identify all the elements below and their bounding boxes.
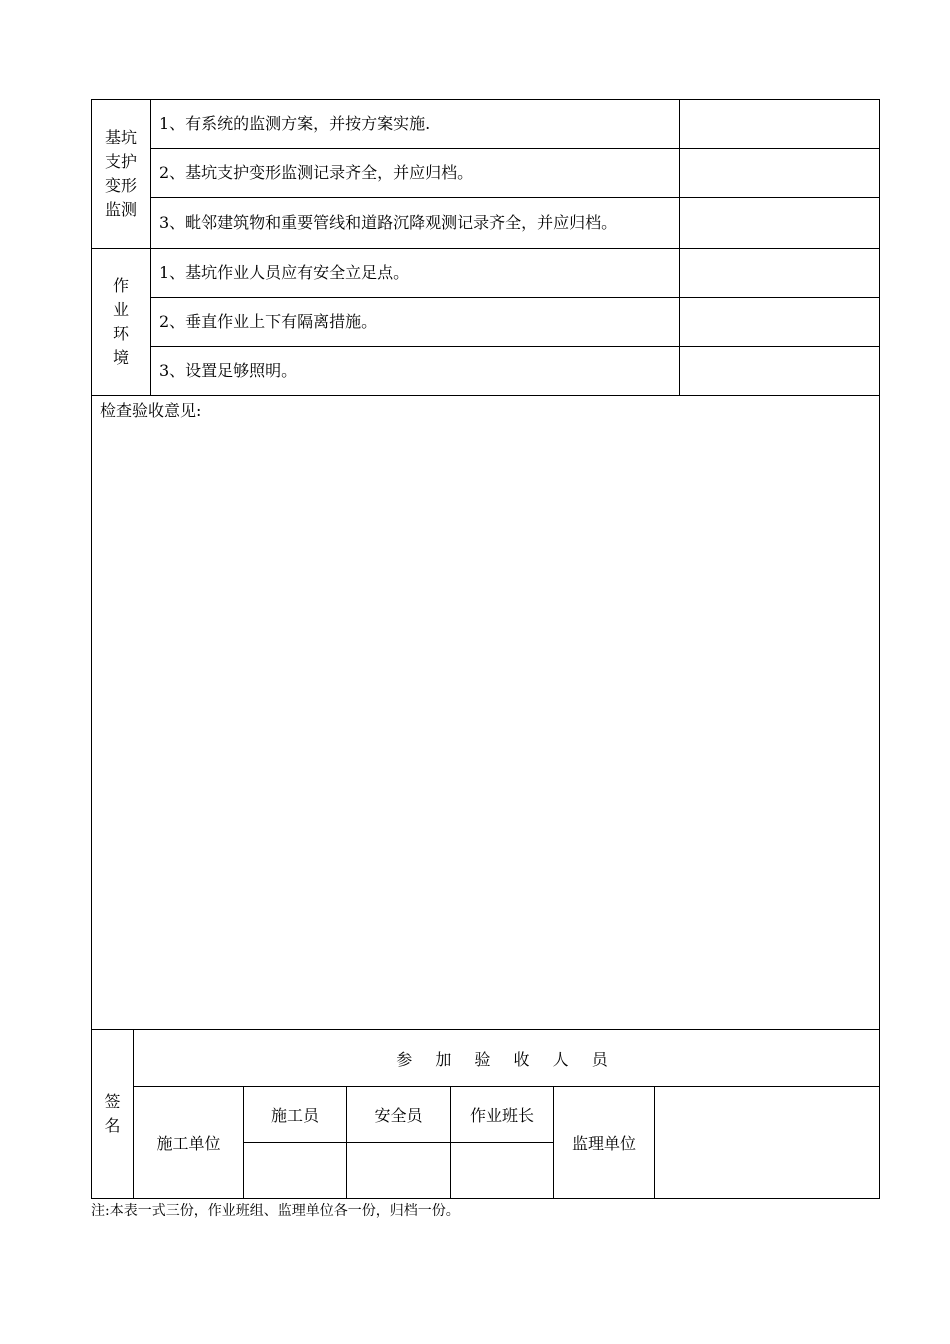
table-row (92, 396, 880, 1030)
signature-cell[interactable] (451, 1143, 554, 1199)
category-line: 作 (112, 276, 129, 295)
category-line: 支护 (104, 152, 137, 171)
opinion-label: 检查验收意见: (100, 401, 202, 420)
result-cell[interactable] (680, 249, 880, 298)
check-item: 3、毗邻建筑物和重要管线和道路沉降观测记录齐全，并应归档。 (151, 198, 680, 249)
category-cell-monitoring (92, 100, 151, 249)
role-label: 作业班长 (451, 1087, 554, 1143)
opinion-cell[interactable] (92, 396, 880, 1030)
category-line: 变形 (104, 176, 137, 195)
category-line: 境 (112, 348, 129, 367)
table-row (92, 198, 880, 249)
participants-title: 参 加 验 收 人 员 (134, 1030, 880, 1087)
result-cell[interactable] (680, 149, 880, 198)
result-cell[interactable] (680, 198, 880, 249)
signature-cell[interactable] (347, 1143, 451, 1199)
signature-label-line: 名 (104, 1116, 121, 1135)
signature-table (91, 1029, 880, 1199)
table-row (92, 347, 880, 396)
table-row (92, 249, 880, 298)
check-item: 3、设置足够照明。 (151, 347, 680, 396)
category-line: 环 (112, 324, 129, 343)
category-line: 基坑 (104, 128, 137, 147)
check-item: 2、垂直作业上下有隔离措施。 (151, 298, 680, 347)
signature-label-cell (92, 1030, 134, 1199)
role-label: 施工员 (244, 1087, 347, 1143)
table-row (92, 1087, 880, 1143)
inspection-table (91, 99, 880, 1030)
table-row (92, 298, 880, 347)
role-label: 安全员 (347, 1087, 451, 1143)
result-cell[interactable] (680, 100, 880, 149)
category-line: 业 (112, 300, 129, 319)
signature-cell[interactable] (244, 1143, 347, 1199)
result-cell[interactable] (680, 298, 880, 347)
supervision-unit-label: 监理单位 (554, 1087, 655, 1199)
category-line: 监测 (104, 200, 137, 219)
table-row (92, 100, 880, 149)
table-row (92, 1030, 880, 1087)
check-item: 1、基坑作业人员应有安全立足点。 (151, 249, 680, 298)
signature-label-line: 签 (104, 1092, 121, 1111)
construction-unit-label: 施工单位 (134, 1087, 244, 1199)
category-cell-environment (92, 249, 151, 396)
result-cell[interactable] (680, 347, 880, 396)
check-item: 2、基坑支护变形监测记录齐全，并应归档。 (151, 149, 680, 198)
check-item: 1、有系统的监测方案，并按方案实施. (151, 100, 680, 149)
table-row (92, 149, 880, 198)
footnote: 注:本表一式三份，作业班组、监理单位各一份，归档一份。 (91, 1203, 460, 1219)
supervision-signature-cell[interactable] (655, 1087, 880, 1199)
